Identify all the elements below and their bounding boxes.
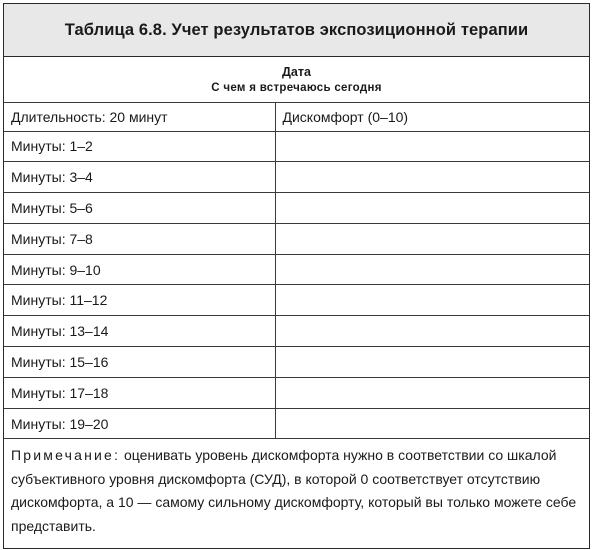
minutes-cell: Минуты: 19–20 [4, 408, 275, 439]
table-title: Таблица 6.8. Учет результатов экспозиционной терапии [4, 4, 589, 57]
date-subtitle: С чем я встречаюсь сегодня [211, 81, 382, 94]
discomfort-cell[interactable] [275, 131, 589, 162]
exposure-log-table [3, 3, 590, 549]
discomfort-cell[interactable] [275, 408, 589, 439]
discomfort-cell[interactable] [275, 377, 589, 408]
discomfort-cell[interactable] [275, 254, 589, 285]
discomfort-cell[interactable] [275, 285, 589, 316]
table-note [4, 439, 589, 548]
table-row [4, 193, 589, 224]
minutes-cell: Минуты: 3–4 [4, 162, 275, 193]
discomfort-cell[interactable] [275, 347, 589, 378]
table-row [4, 408, 589, 439]
date-label: Дата [282, 64, 311, 79]
table-row [4, 377, 589, 408]
minutes-cell: Минуты: 15–16 [4, 347, 275, 378]
header-row [4, 103, 589, 131]
minutes-cell: Минуты: 1–2 [4, 131, 275, 162]
discomfort-header: Дискомфорт (0–10) [275, 103, 589, 131]
discomfort-cell[interactable] [275, 193, 589, 224]
discomfort-cell[interactable] [275, 316, 589, 347]
table-row [4, 254, 589, 285]
table-row [4, 131, 589, 162]
table-row [4, 285, 589, 316]
minutes-cell: Минуты: 17–18 [4, 377, 275, 408]
discomfort-cell[interactable] [275, 223, 589, 254]
table-row [4, 347, 589, 378]
minutes-cell: Минуты: 11–12 [4, 285, 275, 316]
minutes-grid [4, 103, 589, 439]
table-row [4, 223, 589, 254]
minutes-cell: Минуты: 5–6 [4, 193, 275, 224]
note-label: Примечание: [11, 447, 121, 464]
discomfort-cell[interactable] [275, 162, 589, 193]
minutes-cell: Минуты: 9–10 [4, 254, 275, 285]
minutes-cell: Минуты: 7–8 [4, 223, 275, 254]
duration-header: Длительность: 20 минут [4, 103, 275, 131]
date-section [4, 57, 589, 103]
table-row [4, 162, 589, 193]
table-row [4, 316, 589, 347]
minutes-cell: Минуты: 13–14 [4, 316, 275, 347]
note-text: оценивать уровень дискомфорта нужно в соответствии со шкалой субъективного уровня дискомфорта (СУД), в которой 0 соответствует отсутствию дискомфорта, а 10 — самому сильному дискомфорту, который вы только можете себе представить. [11, 447, 577, 534]
